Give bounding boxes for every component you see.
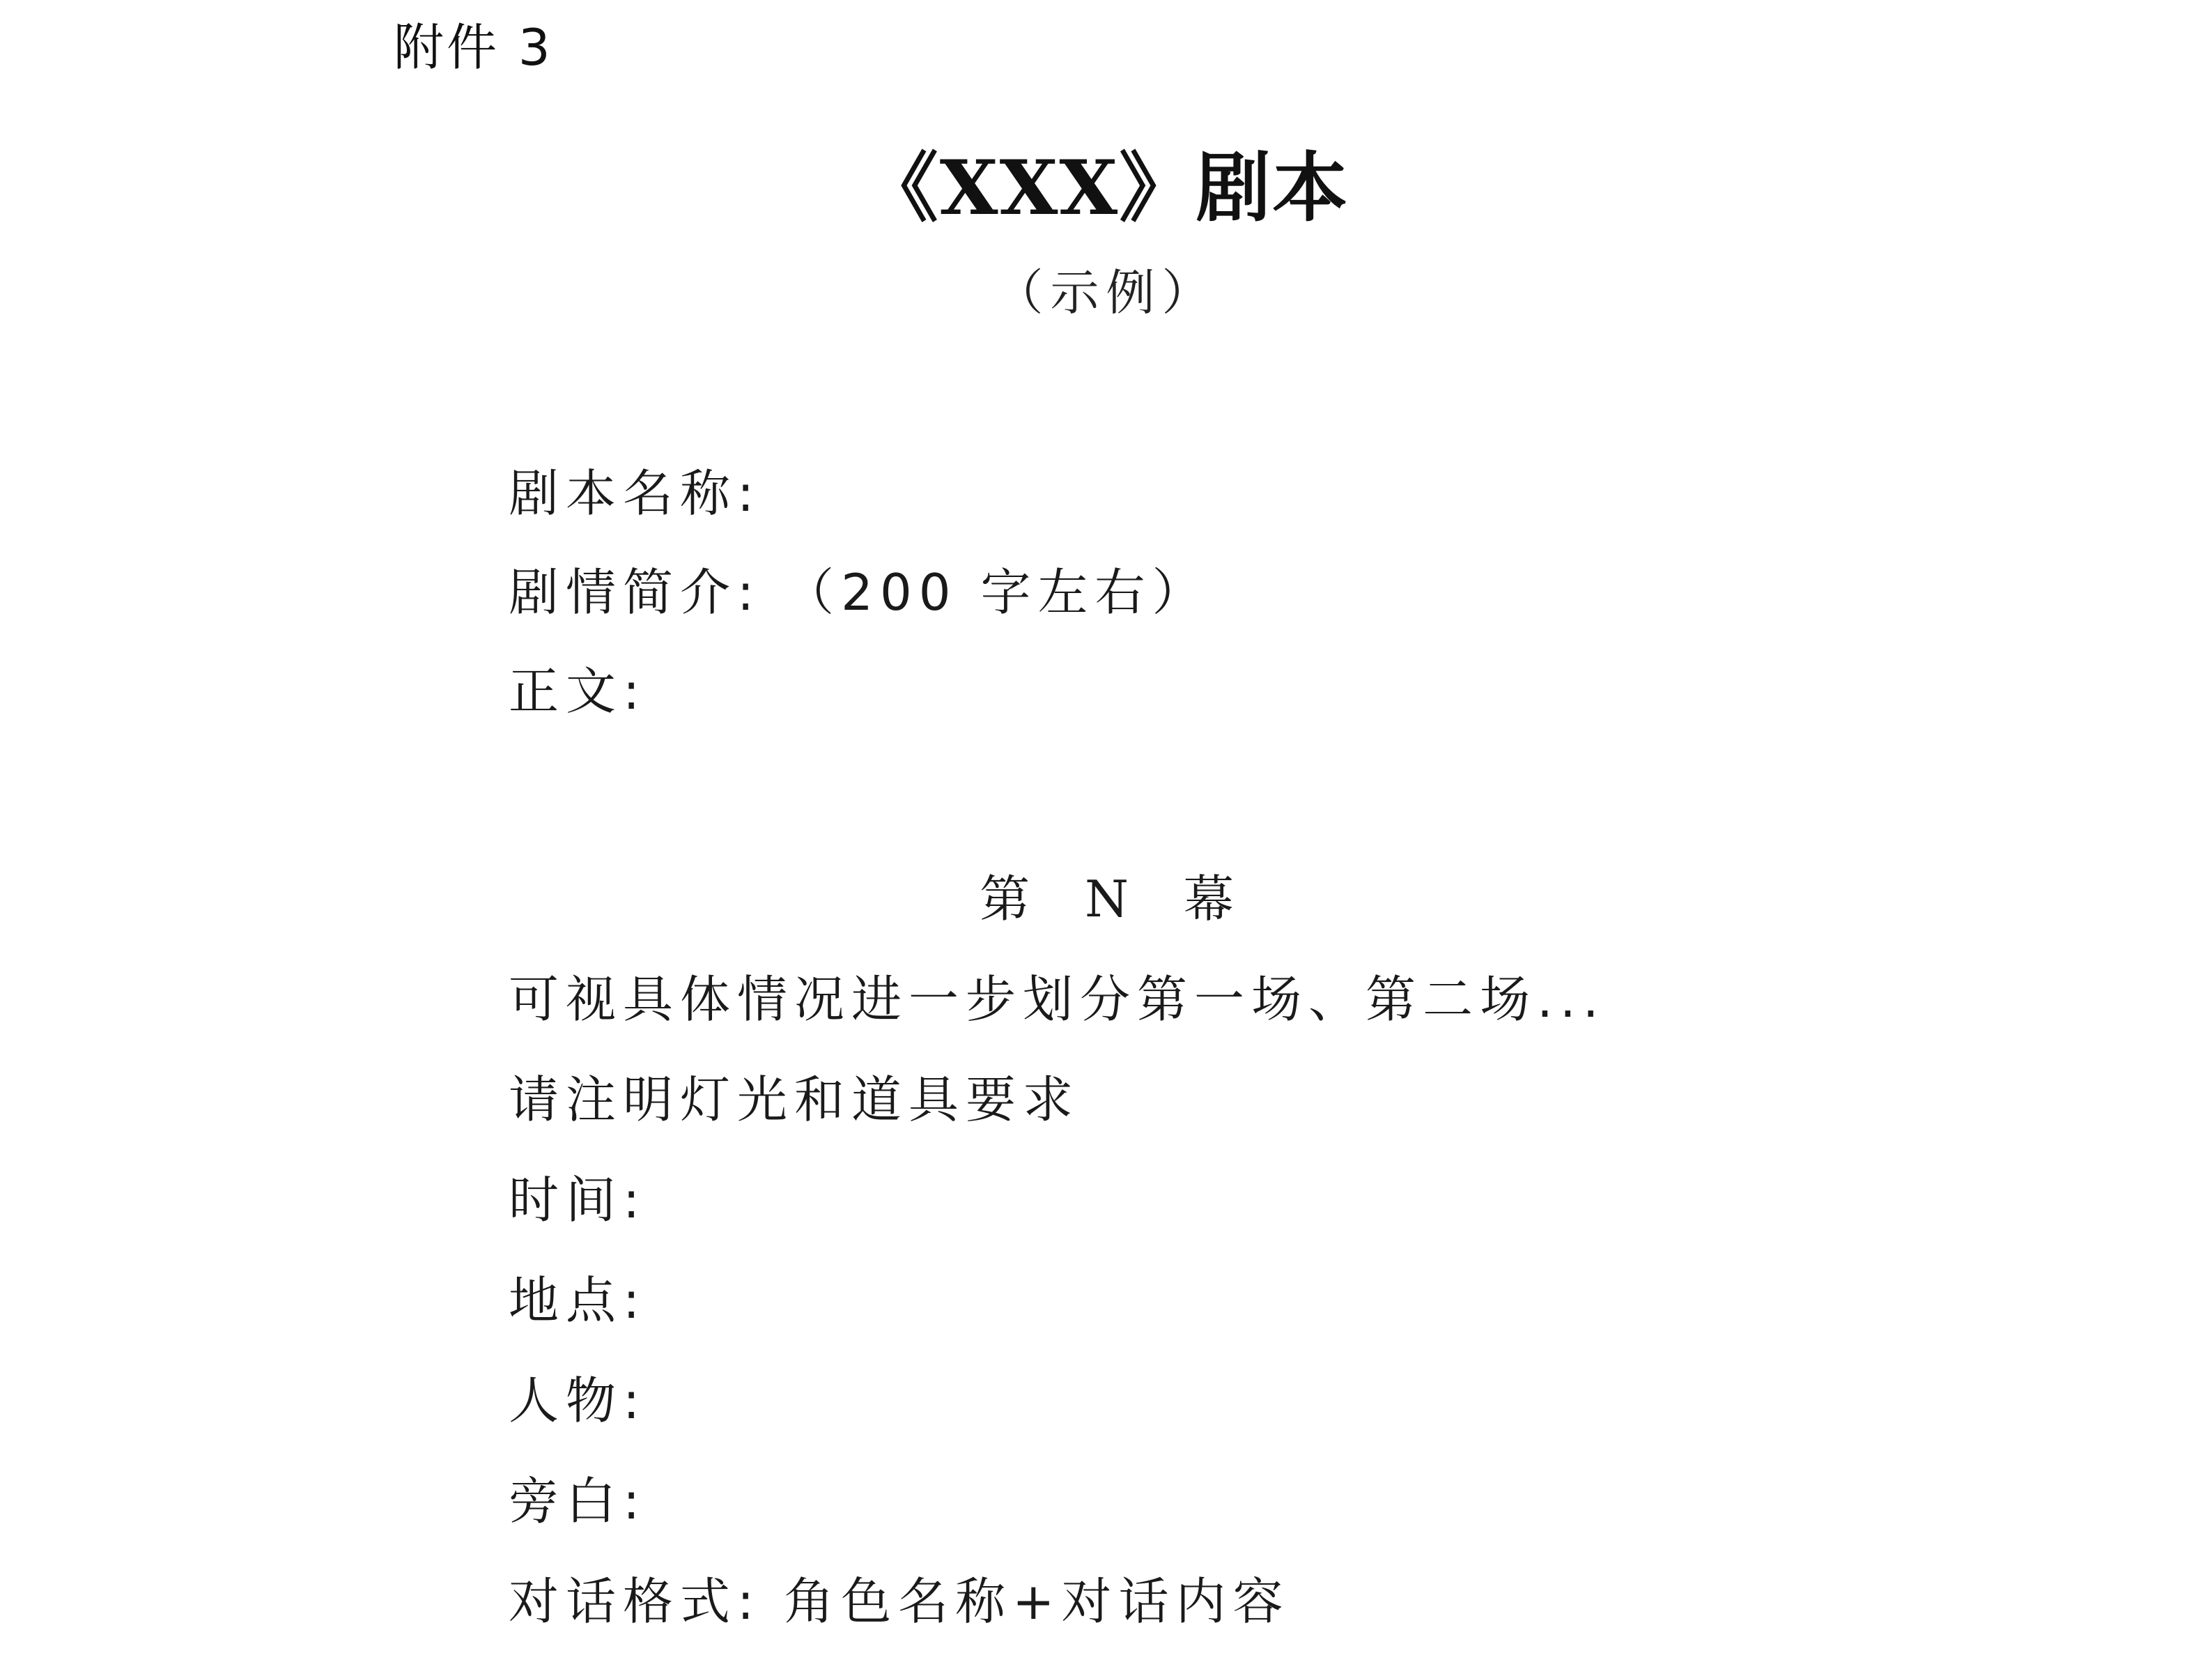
script-name-label: 剧本名称: [509,464,761,523]
document-subtitle: （示例） [994,264,1218,321]
dialogue-format-label: 对话格式: 角色名称+对话内容 [509,1572,1290,1631]
time-label: 时间: [509,1171,647,1229]
body-text-label: 正文: [509,662,647,721]
narration-label: 旁白: [509,1472,647,1530]
place-label: 地点: [509,1271,647,1330]
act-heading: 第 N 幕 [980,870,1253,928]
document-title: 《XXX》剧本 [863,144,1349,232]
characters-label: 人物: [509,1371,647,1430]
scenes-note: 可视具体情况进一步划分第一场、第二场... [509,970,1606,1029]
synopsis-label: 剧情简介: （200 字左右） [509,563,1209,622]
attachment-label: 附件 3 [394,18,553,77]
lighting-props-note: 请注明灯光和道具要求 [509,1070,1081,1129]
